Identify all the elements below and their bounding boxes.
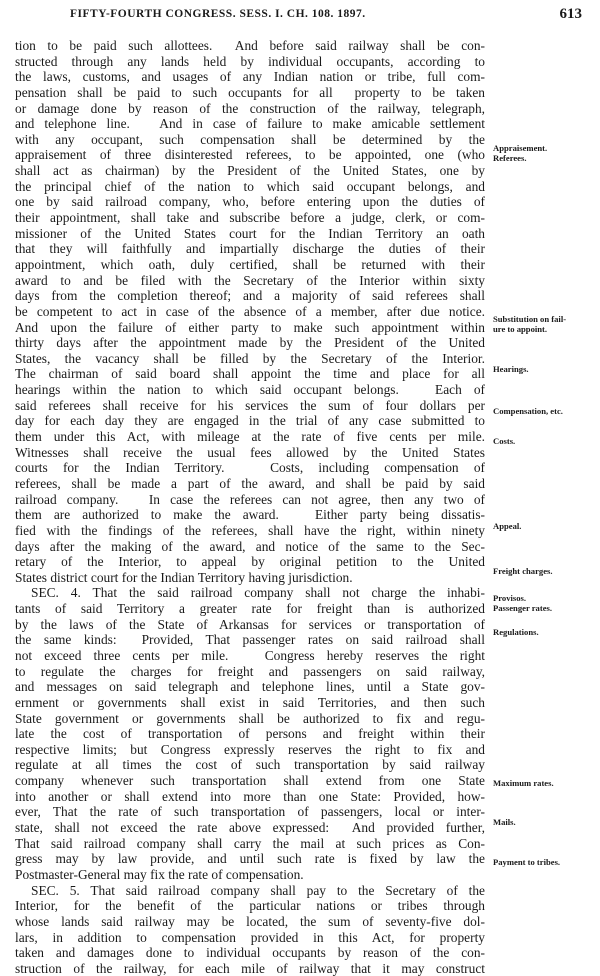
text-line: to regulate the charges for freight and passengers on said railway,	[15, 663, 485, 679]
text-line: said referees shall receive for his services the sum of four dollars per	[15, 397, 485, 413]
text-line: struction of the railway, for each mile of railway that it may construct	[15, 960, 485, 976]
statute-text	[15, 38, 485, 976]
margin-note-appeal: Appeal.	[493, 521, 522, 531]
text-line: the same kinds: Provided, That passenger rates on said railroad shall	[15, 632, 485, 648]
text-line: that they will faithfully and impartially discharge the duties of their	[15, 241, 485, 257]
text-line: Interior, for the benefit of the particular nations or tribes through	[15, 898, 485, 914]
text-line: fied with the findings of the referees, shall have the right, within ninety	[15, 522, 485, 538]
text-line: be competent to act in case of the absence of a member, after due notice.	[15, 303, 485, 319]
text-line: with any occupant, such compensation shall be determined by the	[15, 131, 485, 147]
margin-note-payment: Payment to tribes.	[493, 857, 561, 867]
text-line: shall act as chairman) by the President of the United States, one by	[15, 163, 485, 179]
text-line: lars, in addition to compensation provided in this Act, for property	[15, 929, 485, 945]
text-line: railroad company. In case the referees can not agree, then any two of	[15, 491, 485, 507]
text-line: them are authorized to make the award. Either party being dissatis-	[15, 507, 485, 523]
text-line: days after the making of the award, and notice of the same to the Sec-	[15, 538, 485, 554]
text-line: appraisement of three disinterested referees, to be appointed, one (who	[15, 147, 485, 163]
text-line: ever, That the rate of such transportation of passengers, local or inter-	[15, 804, 485, 820]
text-line: Witnesses shall receive the usual fees allowed by the United States	[15, 444, 485, 460]
text-line: State government or governments shall be authorized to fix and regu-	[15, 710, 485, 726]
text-line: States district court for the Indian Territory having jurisdiction.	[15, 569, 353, 585]
text-line: award to and be filed with the Secretary of the Interior within sixty	[15, 272, 485, 288]
section-5-start: SEC. 5. That said railroad company shall pay to the Secretary of the	[31, 882, 485, 898]
text-line: pensation shall be paid to such occupants for all property to be taken	[15, 84, 485, 100]
text-line: their appointment, shall take and subscribe before a judge, clerk, or com-	[15, 210, 485, 226]
text-line: them under this Act, with mileage at the rate of five cents per mile.	[15, 429, 485, 445]
text-line: Postmaster-General may fix the rate of compensation.	[15, 866, 304, 882]
text-line: into another or shall extend into more than one State: Provided, how-	[15, 788, 485, 804]
text-line: or damage done by reason of the construction of the railway, telegraph,	[15, 100, 485, 116]
text-line: day for each day they are engaged in the trial of any case submitted to	[15, 413, 485, 429]
text-line: respective limits; but Congress expressly reserves the right to fix and	[15, 741, 485, 757]
margin-note-regulations: Regulations.	[493, 627, 539, 637]
text-line: gress may by law provide, and until such rate is fixed by law the	[15, 851, 485, 867]
text-line: regulate at all times the cost of such transportation by said railway	[15, 757, 485, 773]
section-4-start: SEC. 4. That the said railroad company shall not charge the inhabi-	[31, 585, 485, 601]
text-line: thirty days after the appointment made by the President of the United	[15, 335, 485, 351]
text-line: taken and damages done to individual occupants by reason of the con-	[15, 945, 485, 961]
text-line: by the laws of the State of Arkansas for services or transportation of	[15, 616, 485, 632]
text-line: one by said railroad company, who, before entering upon the duties of	[15, 194, 485, 210]
margin-note-provisos: Provisos. Passenger rates.	[493, 593, 553, 613]
text-line: not exceed three cents per mile. Congress hereby reserves the right	[15, 647, 485, 663]
text-line: whose lands said railway may be located, the sum of seventy-five dol-	[15, 913, 485, 929]
page-number: 613	[559, 6, 582, 22]
text-line: company whenever such transportation shall extend from one State	[15, 773, 485, 789]
margin-note-maximum-rates: Maximum rates.	[493, 778, 554, 788]
text-line: and messages on said telegraph and telephone lines, until a State gov-	[15, 679, 485, 695]
text-line: and telephone line. And in case of failure to make amicable settlement	[15, 116, 485, 132]
margin-note-mails: Mails.	[493, 817, 516, 827]
text-line: the laws, customs, and usages of any Indian nation or tribe, full com-	[15, 69, 485, 85]
text-line: the principal chief of the nation to which said occupant belongs, and	[15, 178, 485, 194]
margin-note-compensation: Compensation, etc.	[493, 406, 563, 416]
margin-note-costs: Costs.	[493, 436, 516, 446]
margin-note-substitution: Substitution on fail- ure to appoint.	[493, 314, 567, 334]
text-line: tants of said Territory a greater rate for freight than is authorized	[15, 601, 485, 617]
margin-note-freight: Freight charges.	[493, 566, 553, 576]
text-line: referees, shall be made a part of the award, and shall be paid by said	[15, 475, 485, 491]
running-header	[0, 6, 600, 26]
text-line: courts for the Indian Territory. Costs, including compensation of	[15, 460, 485, 476]
text-line: retary of the Interior, to appeal by original petition to the United	[15, 554, 485, 570]
text-line: structed through any lands held by individual occupants, according to	[15, 53, 485, 69]
text-line: States, the vacancy shall be filled by the Secretary of the Interior.	[15, 350, 485, 366]
text-line: And upon the failure of either party to make such appointment within	[15, 319, 485, 335]
margin-note-appraisement: Appraisement. Referees.	[493, 143, 548, 163]
text-line: The chairman of said board shall appoint the time and place for all	[15, 366, 485, 382]
margin-note-hearings: Hearings.	[493, 364, 529, 374]
text-line: appointment, which oath, duly certified, shall be returned with their	[15, 256, 485, 272]
text-line: hearings within the nation to which said occupant belongs. Each of	[15, 382, 485, 398]
running-title: FIFTY-FOURTH CONGRESS. SESS. I. CH. 108. 1897.	[70, 8, 366, 20]
text-line: days from the completion thereof; and a majority of said referees shall	[15, 288, 485, 304]
text-line: missioner of the United States court for the Indian Territory an oath	[15, 225, 485, 241]
text-line: tion to be paid such allottees. And before said railway shall be con-	[15, 38, 485, 53]
text-line: late the cost of transportation of persons and freight within their	[15, 726, 485, 742]
text-line: state, shall not exceed the rate above expressed: And provided further,	[15, 820, 485, 836]
text-line: That said railroad company shall carry the mail at such prices as Con-	[15, 835, 485, 851]
text-line: ernment or governments shall exist in said Territories, and then such	[15, 694, 485, 710]
